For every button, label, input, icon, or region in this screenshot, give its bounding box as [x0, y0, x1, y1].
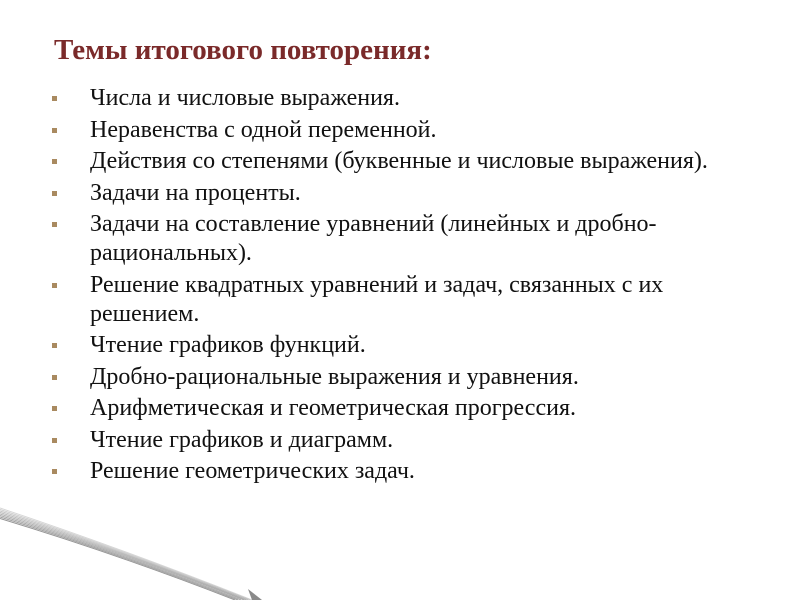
list-item: [52, 179, 742, 208]
square-bullet-icon: [52, 343, 57, 348]
list-item-text: Чтение графиков и диаграмм.: [90, 426, 394, 453]
slide-title: Темы итогового повторения:: [54, 34, 432, 66]
list-item: [52, 84, 742, 113]
list-item-text: Чтение графиков функций.: [90, 332, 366, 358]
square-bullet-icon: [52, 96, 57, 101]
square-bullet-icon: [52, 469, 57, 474]
list-item-text: Задачи на составление уравнений (линейных и дробно-рациональных).: [90, 211, 657, 266]
list-item-text: Задачи на проценты.: [90, 179, 301, 206]
list-item-text: Неравенства с одной переменной.: [90, 116, 437, 143]
topic-list: [52, 84, 742, 489]
list-item: [52, 271, 742, 329]
square-bullet-icon: [52, 375, 57, 380]
list-item: [52, 210, 742, 268]
square-bullet-icon: [52, 438, 57, 443]
list-item-text: Арифметическая и геометрическая прогрессия.: [90, 395, 576, 421]
list-item: [52, 394, 742, 423]
list-item-text: Числа и числовые выражения.: [90, 85, 400, 111]
square-bullet-icon: [52, 159, 57, 164]
square-bullet-icon: [52, 406, 57, 411]
list-item: [52, 457, 742, 486]
square-bullet-icon: [52, 128, 57, 133]
list-item-text: Решение квадратных уравнений и задач, связанных с их решением.: [90, 271, 664, 327]
square-bullet-icon: [52, 222, 57, 227]
list-item-text: Решение геометрических задач.: [90, 458, 415, 484]
list-item: [52, 426, 742, 455]
list-item: [52, 116, 742, 145]
list-item-text: Действия со степенями (буквенные и числовые выражения).: [90, 148, 708, 174]
list-item: [52, 363, 742, 392]
list-item: [52, 331, 742, 360]
square-bullet-icon: [52, 191, 57, 196]
square-bullet-icon: [52, 283, 57, 288]
list-item-text: Дробно-рациональные выражения и уравнения.: [90, 363, 579, 390]
list-item: [52, 147, 742, 176]
